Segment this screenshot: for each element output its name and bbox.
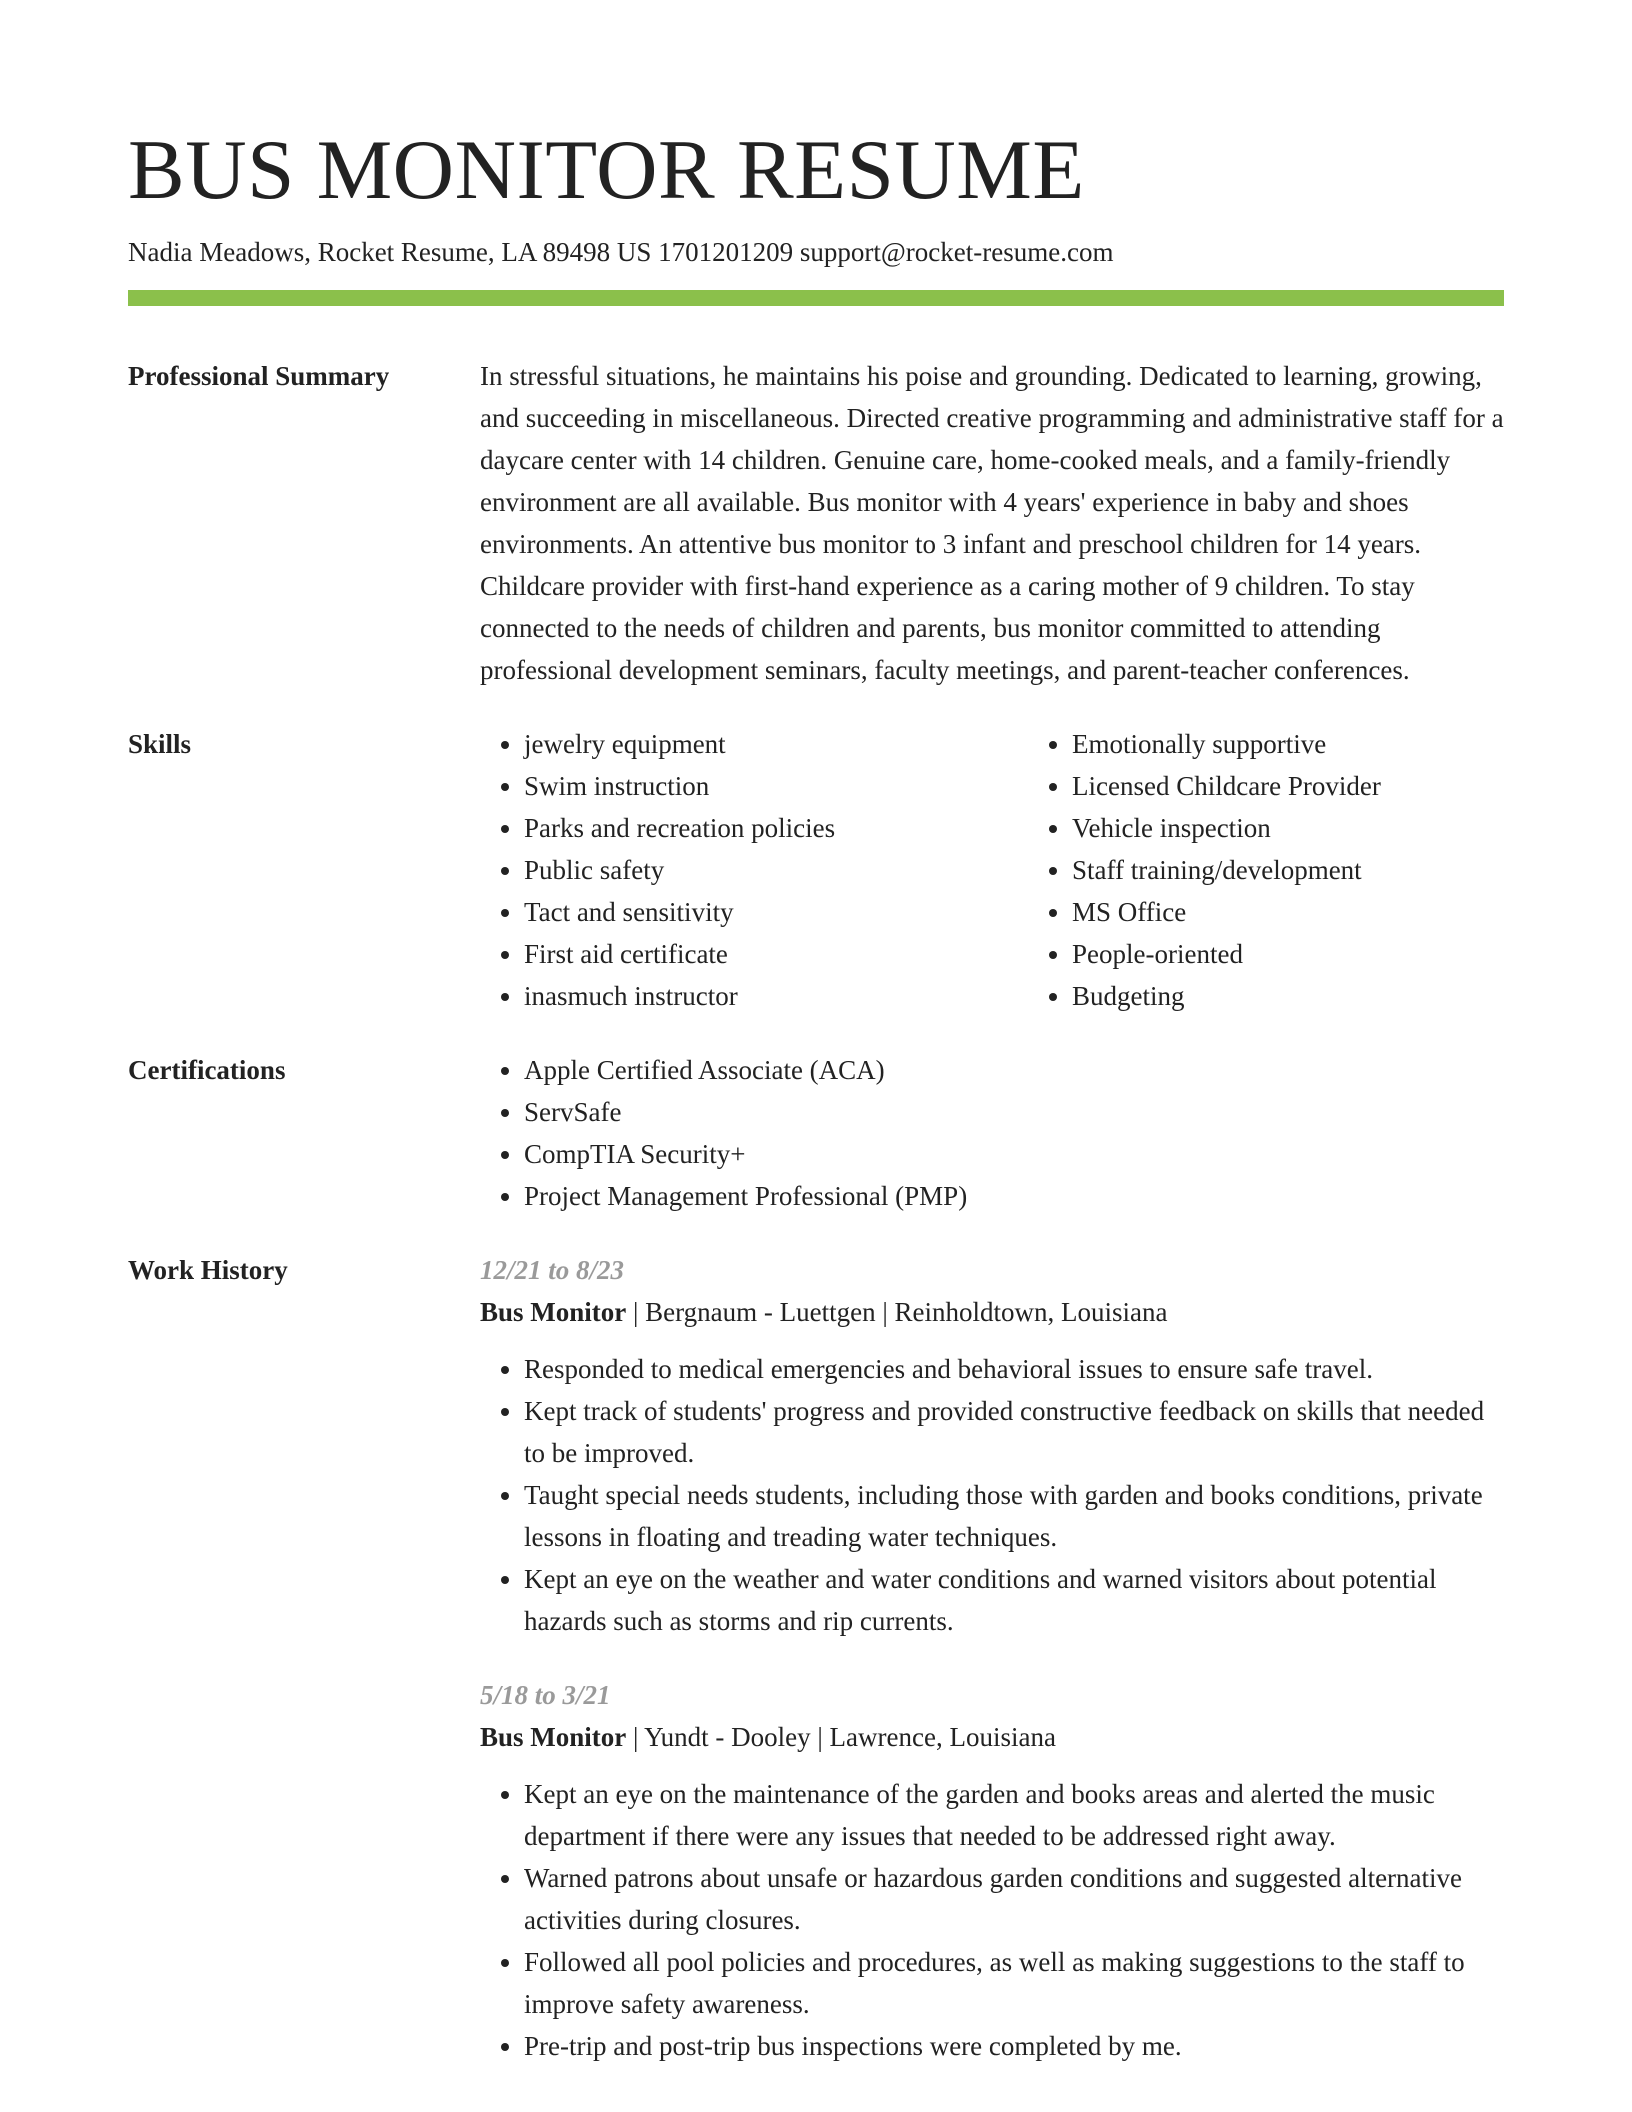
certifications-list	[480, 1049, 1504, 1217]
job-title: Bus Monitor	[480, 1297, 627, 1327]
section-label-skills: Skills	[128, 729, 192, 759]
work-history-section	[128, 1249, 1504, 2067]
list-item: • Swim instruction	[524, 765, 1028, 807]
list-item: • MS Office	[1072, 891, 1576, 933]
skills-section	[128, 723, 1504, 1017]
accent-divider	[128, 290, 1504, 306]
list-item: • Kept track of students' progress and provided constructive feedback on skills that needed to be improved.	[524, 1390, 1504, 1474]
list-item: • Public safety	[524, 849, 1028, 891]
skills-list-right	[1028, 723, 1576, 1017]
list-item: • Taught special needs students, including those with garden and books conditions, private lessons in floating and treading water techniques.	[524, 1474, 1504, 1558]
list-item: • jewelry equipment	[524, 723, 1028, 765]
job-heading	[480, 1716, 1504, 1758]
contact-line: Nadia Meadows, Rocket Resume, LA 89498 US 1701201209 support@rocket-resume.com	[128, 237, 1114, 267]
skills-columns	[480, 723, 1576, 1017]
list-item: • ServSafe	[524, 1091, 1504, 1133]
job-heading	[480, 1291, 1504, 1333]
list-item: • People-oriented	[1072, 933, 1576, 975]
list-item: • inasmuch instructor	[524, 975, 1028, 1017]
job-bullets	[480, 1773, 1504, 2067]
job-entry	[480, 1674, 1504, 2067]
job-bullets	[480, 1348, 1504, 1642]
summary-text: In stressful situations, he maintains his poise and grounding. Dedicated to learning, growing, and succeeding in miscellaneous. Directed creative programming and administrative staff for a daycare center with 14 children. Genuine care, home-cooked meals, and a family-friendly environment are all available. Bus monitor with 4 years' experience in baby and shoes environments. An attentive bus monitor to 3 infant and preschool children for 14 years. Childcare provider with first-hand experience as a caring mother of 9 children. To stay connected to the needs of children and parents, bus monitor committed to attending professional development seminars, faculty meetings, and parent-teacher conferences.	[480, 361, 1504, 685]
list-item: • Warned patrons about unsafe or hazardous garden conditions and suggested alternative activities during closures.	[524, 1857, 1504, 1941]
list-item: • Project Management Professional (PMP)	[524, 1175, 1504, 1217]
skills-list-left	[480, 723, 1028, 1017]
certifications-body	[480, 1049, 1504, 1217]
certifications-section	[128, 1049, 1504, 1217]
job-title: Bus Monitor	[480, 1722, 627, 1752]
list-item: • Apple Certified Associate (ACA)	[524, 1049, 1504, 1091]
list-item: • Budgeting	[1072, 975, 1576, 1017]
job-details: | Yundt - Dooley | Lawrence, Louisiana	[626, 1722, 1056, 1752]
section-label-work-history: Work History	[128, 1255, 288, 1285]
list-item: • Parks and recreation policies	[524, 807, 1028, 849]
list-item: • Emotionally supportive	[1072, 723, 1576, 765]
list-item: • Kept an eye on the maintenance of the garden and books areas and alerted the music department if there were any issues that needed to be addressed right away.	[524, 1773, 1504, 1857]
resume-page	[128, 118, 1504, 2067]
job-dates: 5/18 to 3/21	[480, 1680, 611, 1710]
section-label-summary: Professional Summary	[128, 361, 390, 391]
list-item: • CompTIA Security+	[524, 1133, 1504, 1175]
list-item: • Vehicle inspection	[1072, 807, 1576, 849]
job-details: | Bergnaum - Luettgen | Reinholdtown, Louisiana	[626, 1297, 1168, 1327]
list-item: • Tact and sensitivity	[524, 891, 1028, 933]
list-item: • Followed all pool policies and procedures, as well as making suggestions to the staff to improve safety awareness.	[524, 1941, 1504, 2025]
list-item: • Responded to medical emergencies and behavioral issues to ensure safe travel.	[524, 1348, 1504, 1390]
list-item: • Licensed Childcare Provider	[1072, 765, 1576, 807]
page-title: BUS MONITOR RESUME	[128, 123, 1085, 217]
summary-section	[128, 355, 1504, 691]
list-item: • First aid certificate	[524, 933, 1028, 975]
section-label-certifications: Certifications	[128, 1055, 286, 1085]
job-dates: 12/21 to 8/23	[480, 1255, 625, 1285]
job-entry	[480, 1249, 1504, 1642]
list-item: • Staff training/development	[1072, 849, 1576, 891]
list-item: • Pre-trip and post-trip bus inspections were completed by me.	[524, 2025, 1504, 2067]
work-history-body	[480, 1249, 1504, 2067]
list-item: • Kept an eye on the weather and water conditions and warned visitors about potential hazards such as storms and rip currents.	[524, 1558, 1504, 1642]
